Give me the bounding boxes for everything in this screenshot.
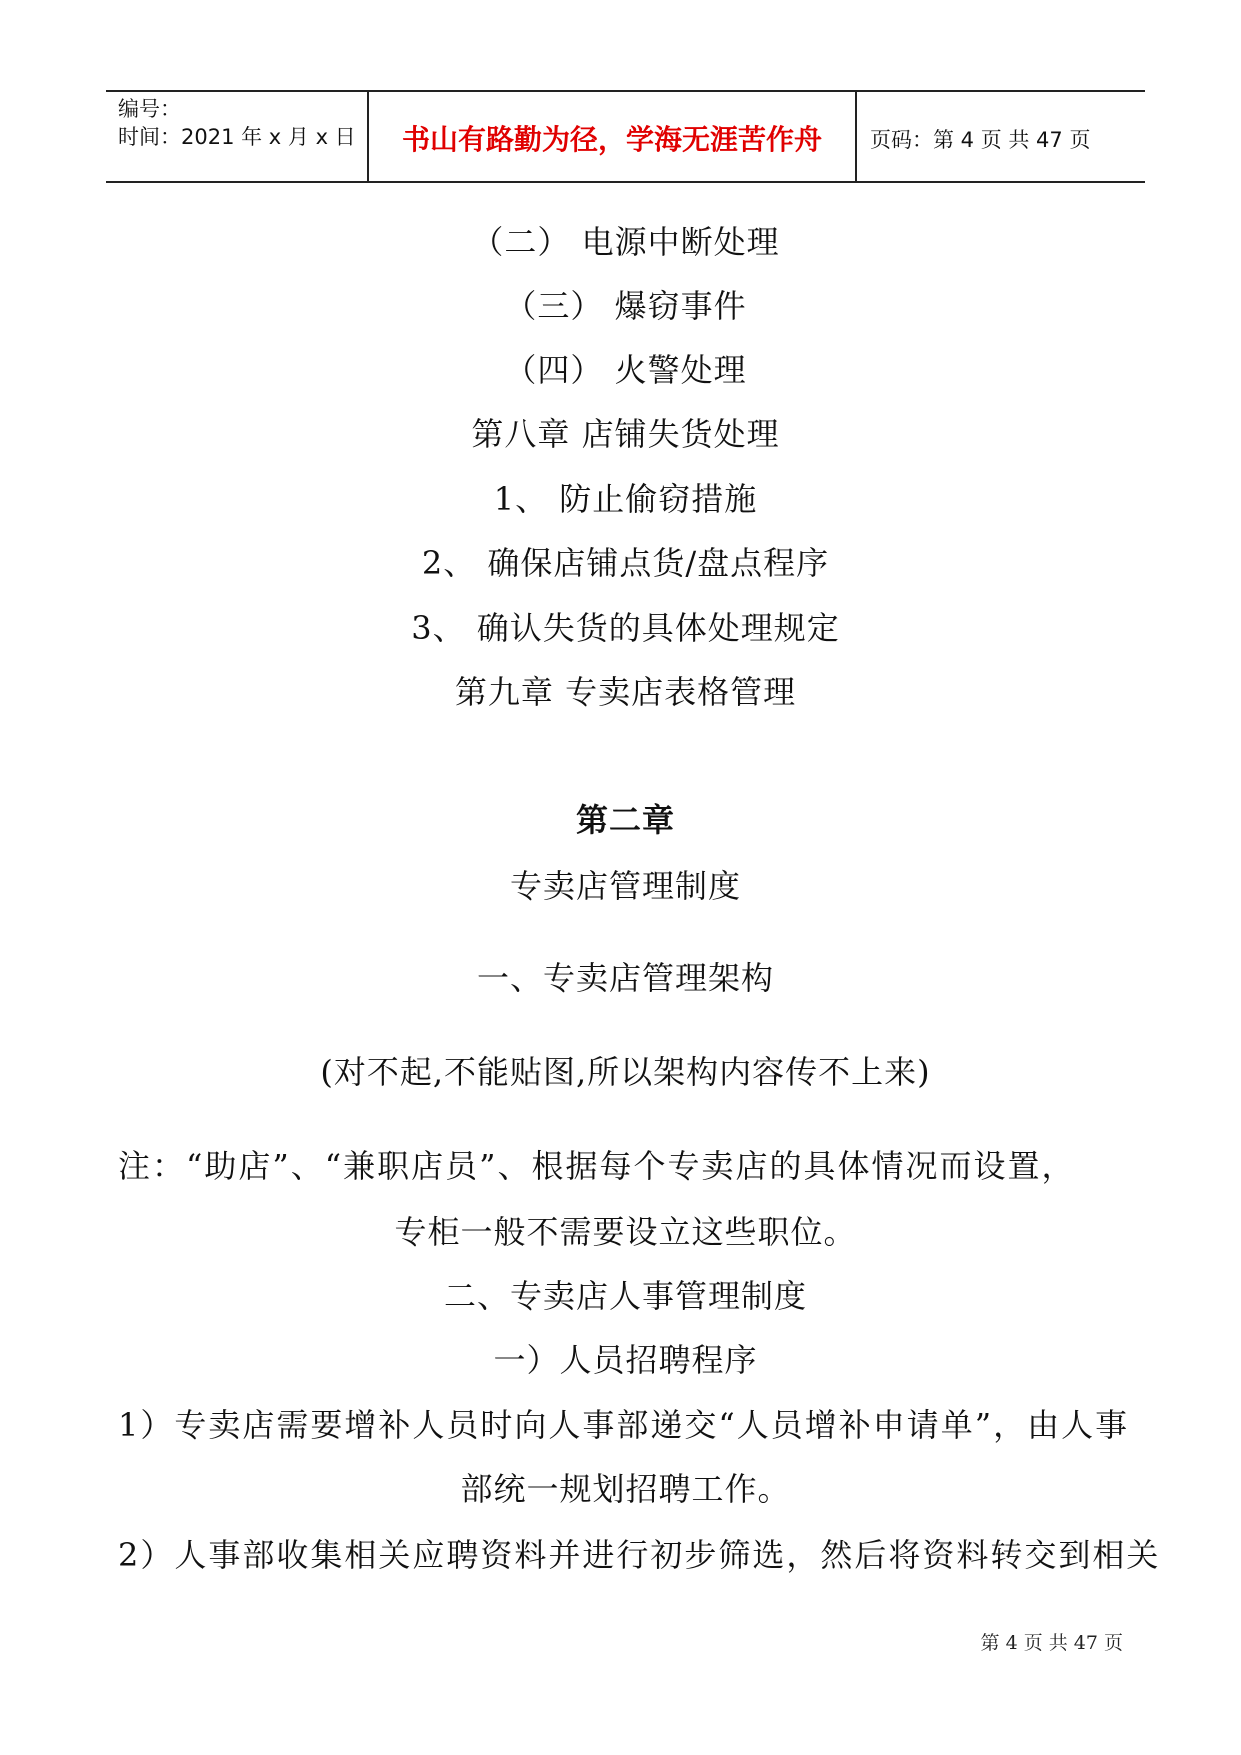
note-paragraph-line-2: 专柜一般不需要设立这些职位。 <box>394 1213 857 1251</box>
toc-item-power-outage: （二） 电源中断处理 <box>471 223 780 261</box>
footer-page-number: 第 4 页 共 47 页 <box>980 1632 1123 1654</box>
toc-chapter-8: 第八章 店铺失货处理 <box>471 415 780 453</box>
subsection-heading-recruitment: 一）人员招聘程序 <box>493 1341 758 1379</box>
section-heading-personnel: 二、专卖店人事管理制度 <box>443 1277 807 1315</box>
recruitment-step-2-line-1: 2）人事部收集相关应聘资料并进行初步筛选，然后将资料转交到相关 <box>118 1536 1161 1574</box>
toc-item-stock-count: 2、 确保店铺点货/盘点程序 <box>421 544 830 582</box>
structure-note: (对不起,不能贴图,所以架构内容传不上来) <box>320 1053 931 1091</box>
header-bottom-rule <box>106 181 1145 183</box>
chapter-heading: 第二章 <box>575 801 675 839</box>
header-page-number: 页码：第 4 页 共 47 页 <box>870 128 1091 152</box>
toc-item-burglary: （三） 爆窃事件 <box>504 287 747 325</box>
note-paragraph-line-1: 注：“助店”、“兼职店员”、根据每个专卖店的具体情况而设置， <box>118 1147 1076 1185</box>
header-motto: 书山有路勤为径，学海无涯苦作舟 <box>401 123 822 156</box>
toc-item-fire-alarm: （四） 火警处理 <box>504 351 747 389</box>
header-serial-number: 编号： <box>118 97 181 121</box>
recruitment-step-1-line-2: 部统一规划招聘工作。 <box>460 1470 791 1508</box>
toc-item-theft-prevention: 1、 防止偷窃措施 <box>493 480 758 518</box>
toc-chapter-9: 第九章 专卖店表格管理 <box>454 673 797 711</box>
chapter-subtitle: 专卖店管理制度 <box>509 867 741 905</box>
header-top-rule <box>106 90 1145 92</box>
toc-item-loss-rules: 3、 确认失货的具体处理规定 <box>411 609 840 647</box>
section-heading-structure: 一、专卖店管理架构 <box>476 959 774 997</box>
header-date: 时间：2021 年 x 月 x 日 <box>118 125 356 149</box>
recruitment-step-1-line-1: 1）专卖店需要增补人员时向人事部递交“人员增补申请单”，由人事 <box>118 1406 1130 1444</box>
header-divider-right <box>855 90 857 183</box>
